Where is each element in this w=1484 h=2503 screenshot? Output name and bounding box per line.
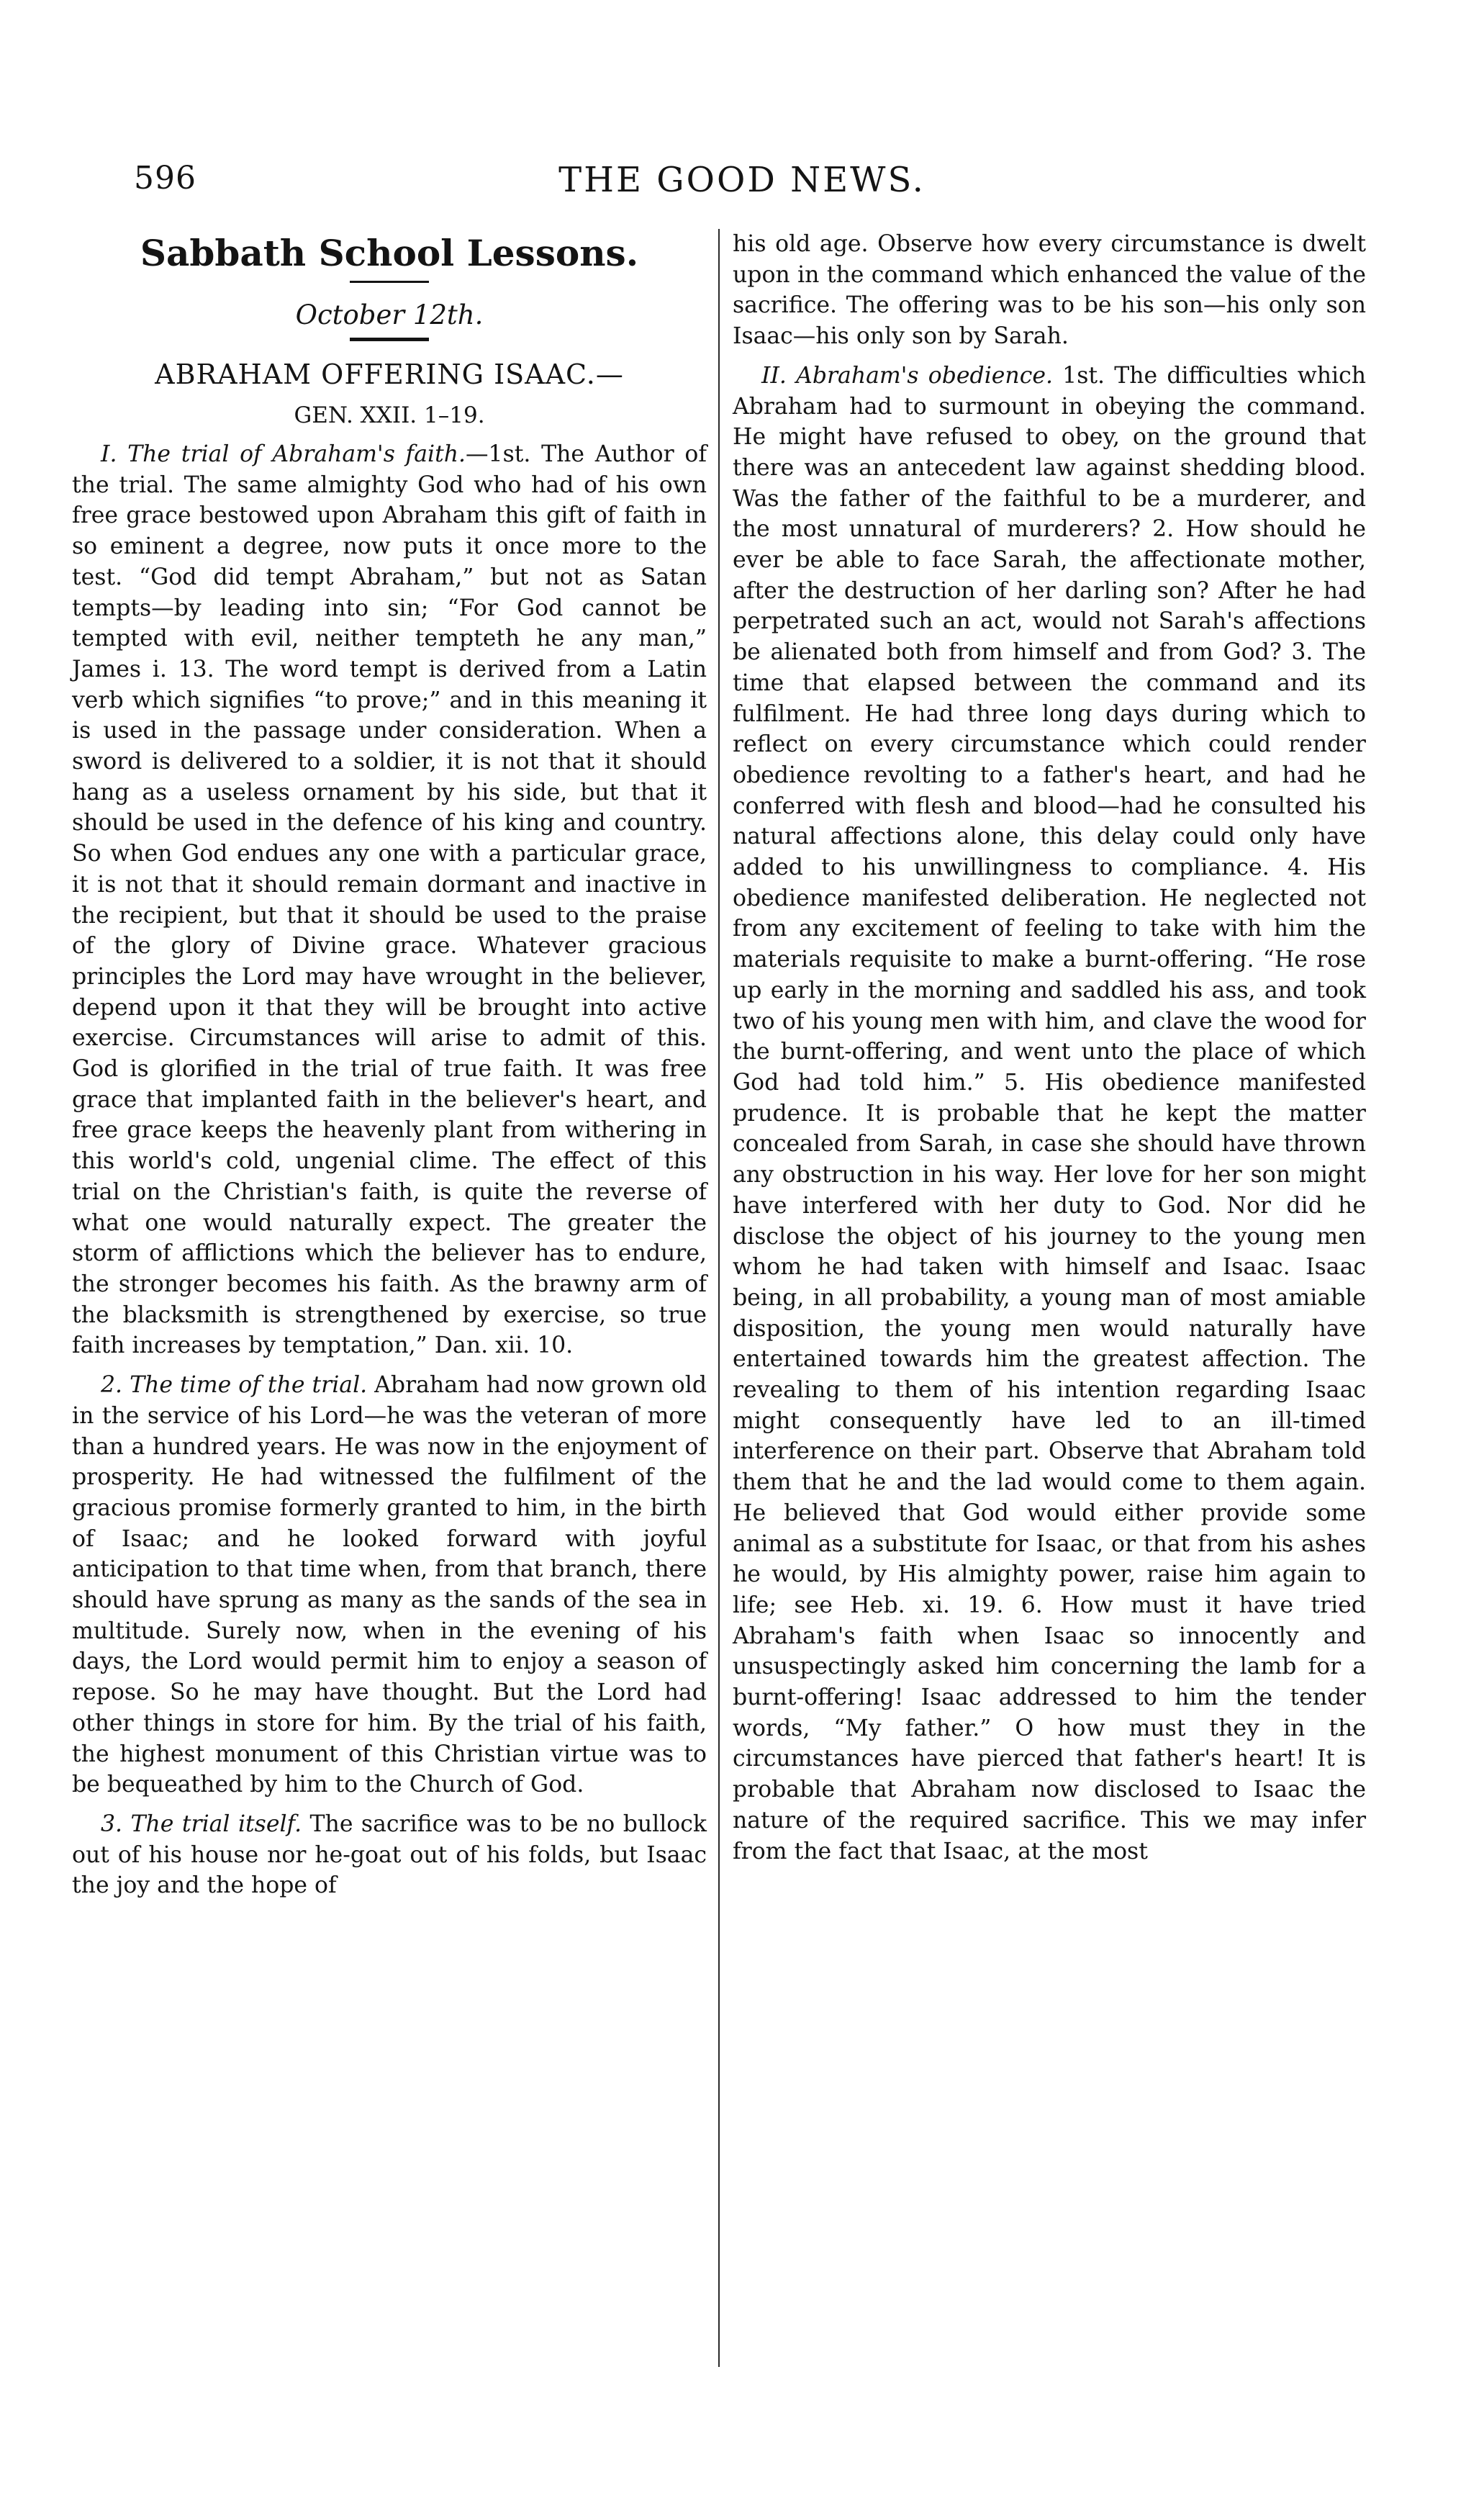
paragraph-obedience <box>733 361 1366 1867</box>
paragraph-body: Abraham had now grown old in the service of his Lord—he was the veteran of more than a hundred years. He was now in the enjoyment of prosperity. He had witnessed the fulfilment of the gracious promise formerly granted to him, in the birth of Isaac; and he looked forward with joyful anticipation to that time when, from that branch, there should have sprung as many as the sands of the sea in multitude. Surely now, when in the evening of his days, the Lord would permit him to enjoy a season of repose. So he may have thought. But the Lord had other things in store for him. By the trial of his faith, the highest monument of this Christian virtue was to be bequeathed by him to the Church of God. <box>72 1372 707 1798</box>
lesson-date: October 12th. <box>295 299 484 330</box>
paragraph-heading: I. The trial of Abraham's faith. <box>101 441 466 467</box>
left-column <box>72 229 707 1910</box>
journal-title: THE GOOD NEWS. <box>558 160 926 200</box>
column-rule <box>718 229 720 2367</box>
paragraph-trial-of-faith <box>72 439 707 1361</box>
paragraph-heading: 3. The trial itself. <box>101 1810 302 1837</box>
scripture-reference: GEN. XXII. 1–19. <box>294 402 485 428</box>
paragraph-time-of-trial <box>72 1370 707 1800</box>
right-column <box>733 229 1366 1875</box>
paragraph-heading: II. Abraham's obedience. <box>761 362 1053 389</box>
date-divider <box>350 338 429 341</box>
page-number: 596 <box>134 160 196 197</box>
paragraph-body: 1st. The difficulties which Abraham had to surmount in obeying the command. He might have refused to obey, on the ground that there was an antecedent law against shedding blood. Was the father of the faithful to be a murderer, and the most unnatural of murderers? 2. How should he ever be able to face Sarah, the affectionate mother, after the destruction of her darling son? After he had perpetrated such an act, would not Sarah's affections be alienated both from himself and from God? 3. The time that elapsed between the command and its fulfilment. He had three long days during which to reflect on every circumstance which could render obedience revolting to a father's heart, and had he conferred with flesh and blood—had he consulted his natural affections alone, this delay could only have added to his unwillingness to compliance. 4. His obedience manifested deliberation. He neglected not from any excitement of feeling to take with him the materials requisite to make a burnt-offering. “He rose up early in the morning and saddled his ass, and took two of his young men with him, and clave the wood for the burnt-offering, and went unto the place of which God had told him.” 5. His obedience manifested prudence. It is probable that he kept the matter concealed from Sarah, in case she should have thrown any obstruction in his way. Her love for her son might have interfered with her duty to God. Nor did he disclose the object of his journey to the young men whom he had taken with himself and Isaac. Isaac being, in all probability, a young man of most amiable disposition, the young men would naturally have entertained towards him the greatest affection. The revealing to them of his intention regarding Isaac might consequently have led to an ill-timed interference on their part. Observe that Abraham told them that he and the lad would come to them again. He believed that God would either provide some animal as a substitute for Isaac, or that from his ashes he would, by His almighty power, raise him again to life; see Heb. xi. 19. 6. How must it have tried Abraham's faith when Isaac so innocently and unsuspectingly asked him concerning the lamb for a burnt-offering! Isaac addressed to him the tender words, “My father.” O how must they in the circumstances have pierced that father's heart! It is probable that Abraham now disclosed to Isaac the nature of the required sacrifice. This we may infer from the fact that Isaac, at the most <box>733 362 1367 1864</box>
section-title: Sabbath School Lessons. <box>140 232 639 274</box>
paragraph-body: The sacrifice was to be no bullock out of his house nor he-goat out of his folds, but Isaac the joy and the hope of <box>72 1810 707 1899</box>
paragraph-heading: 2. The time of the trial. <box>101 1372 368 1399</box>
paragraph-continued <box>733 229 1366 352</box>
lesson-title: ABRAHAM OFFERING ISAAC.— <box>155 358 624 390</box>
paragraph-body: his old age. Observe how every circumstance is dwelt upon in the command which enhanced the value of the sacrifice. The offering was to be his son—his only son Isaac—his only son by Sarah. <box>733 231 1366 350</box>
running-head <box>0 0 1484 216</box>
paragraph-trial-itself <box>72 1809 707 1901</box>
title-divider <box>350 281 429 283</box>
paragraph-body: —1st. The Author of the trial. The same almighty God who had of his own free grace bestowed upon Abraham this gift of faith in so eminent a degree, now puts it once more to the test. “God did tempt Abraham,” but not as Satan tempts—by leading into sin; “For God cannot be tempted with evil, neither tempteth he any man,” James i. 13. The word tempt is derived from a Latin verb which signifies “to prove;” and in this meaning it is used in the passage under consideration. When a sword is delivered to a soldier, it is not that it should hang as a useless ornament by his side, but that it should be used in the defence of his king and country. So when God endues any one with a particular grace, it is not that it should remain dormant and inactive in the recipient, but that it should be used to the praise of the glory of Divine grace. Whatever gracious principles the Lord may have wrought in the believer, depend upon it that they will be brought into active exercise. Circumstances will arise to admit of this. God is glorified in the trial of true faith. It was free grace that implanted faith in the believer's heart, and free grace keeps the heavenly plant from withering in this world's cold, ungenial clime. The effect of this trial on the Christian's faith, is quite the reverse of what one would naturally expect. The greater the storm of afflictions which the believer has to endure, the stronger becomes his faith. As the brawny arm of the blacksmith is strengthened by exercise, so true faith increases by temptation,” Dan. xii. 10. <box>72 441 707 1359</box>
